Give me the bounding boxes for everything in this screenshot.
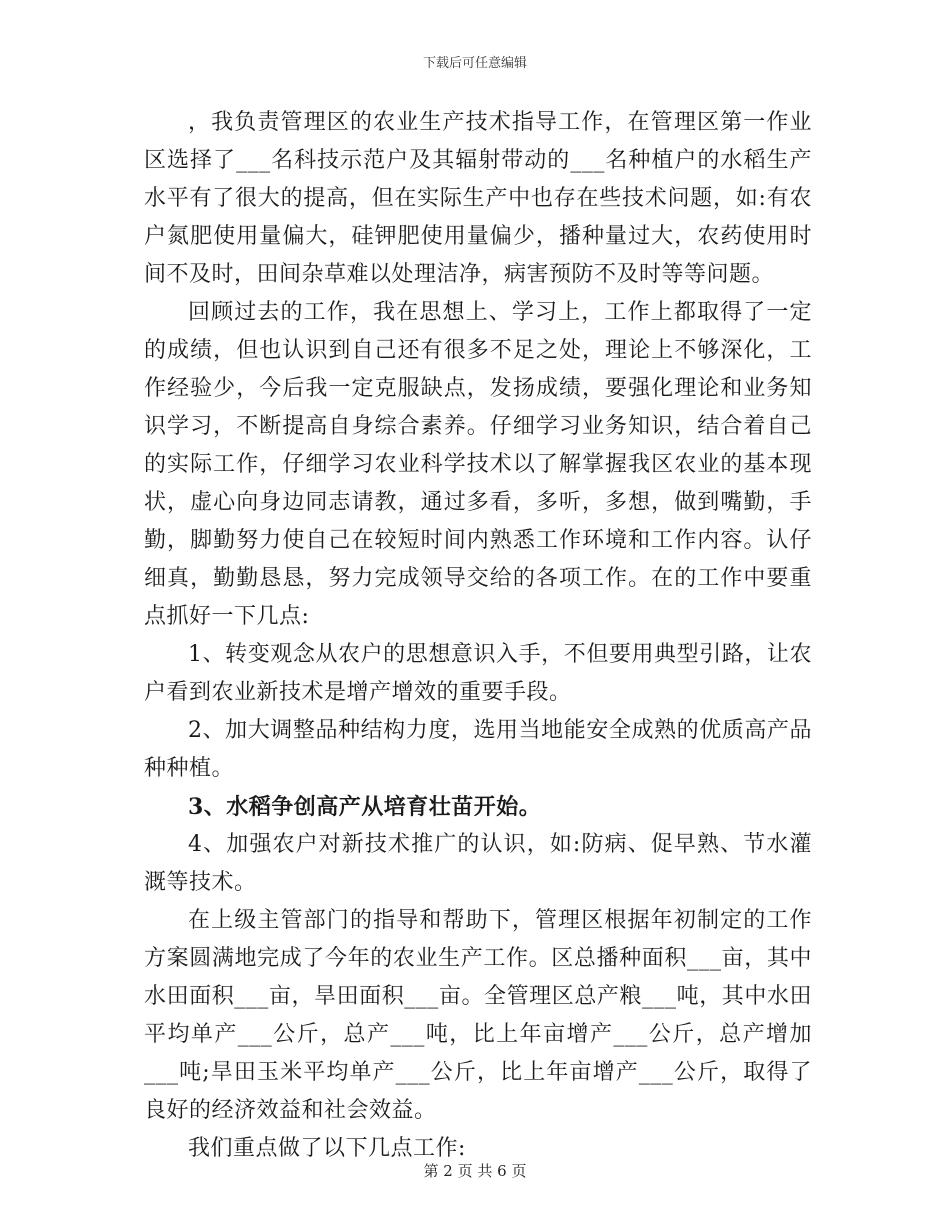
- list-item-1: 1、转变观念从农户的思想意识入手，不但要用典型引路，让农户看到农业新技术是增产增效的重要手段。: [144, 642, 812, 705]
- list-item-4: 4、加强农户对新技术推广的认识，如:防病、促早熟、节水灌溉等技术。: [144, 832, 812, 895]
- page-header: 下载后可任意编辑: [422, 56, 527, 71]
- document-body: [144, 104, 812, 1168]
- paragraph-review: 回顾过去的工作，我在思想上、学习上，工作上都取得了一定的成绩，但也认识到自己还有很多不足之处，理论上不够深化，工作经验少，今后我一定克服缺点，发扬成绩，要强化理论和业务知识学习，不断提高自身综合素养。仔细学习业务知识，结合着自己的实际工作，仔细学习农业科学技术以了解掌握我区农业的基本现状，虚心向身边同志请教，通过多看，多听，多想，做到嘴勤，手勤，脚勤努力使自己在较短时间内熟悉工作环境和工作内容。认仔细真，勤勤恳恳，努力完成领导交给的各项工作。在的工作中要重点抓好一下几点:: [144, 300, 812, 629]
- paragraph-results: 在上级主管部门的指导和帮助下，管理区根据年初制定的工作方案圆满地完成了今年的农业生产工作。区总播种面积___亩，其中水田面积___亩，旱田面积___亩。全管理区总产粮___吨，其中水田平均单产___公斤，总产___吨，比上年亩增产___公斤，总产增加___吨;旱田玉米平均单产___公斤，比上年亩增产___公斤，取得了良好的经济效益和社会效益。: [144, 908, 812, 1123]
- paragraph-intro: ，我负责管理区的农业生产技术指导工作，在管理区第一作业区选择了___名科技示范户及其辐射带动的___名种植户的水稻生产水平有了很大的提高，但在实际生产中也存在些技术问题，如:有农户氮肥使用量偏大，硅钾肥使用量偏少，播种量过大，农药使用时间不及时，田间杂草难以处理洁净，病害预防不及时等等问题。: [144, 110, 812, 287]
- page-footer: 第 2 页 共 6 页: [423, 1162, 527, 1180]
- list-item-2: 2、加大调整品种结构力度，选用当地能安全成熟的优质高产品种种植。: [144, 718, 812, 781]
- list-item-3: 3、水稻争创高产从培育壮苗开始。: [188, 794, 542, 820]
- paragraph-work-points: 我们重点做了以下几点工作:: [188, 1136, 466, 1161]
